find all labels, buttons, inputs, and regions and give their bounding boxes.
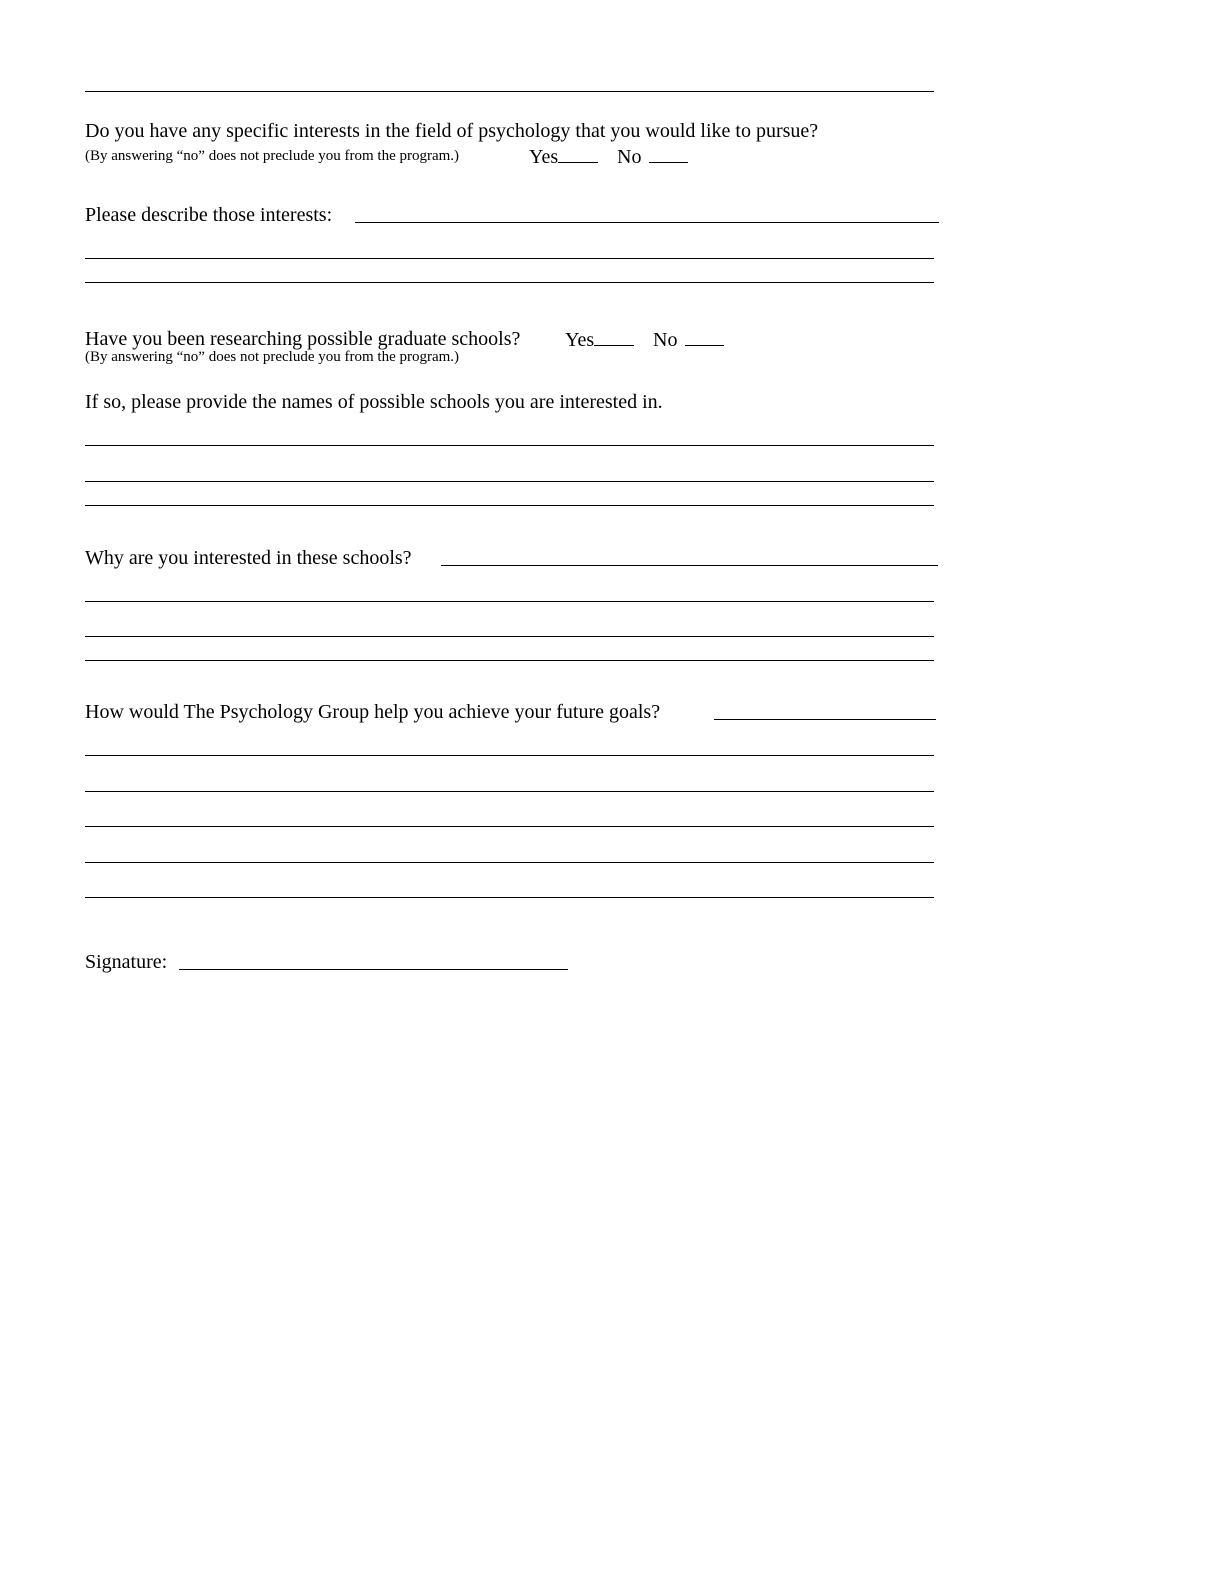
grad-yes-option — [565, 329, 634, 350]
why-schools-line-3[interactable] — [85, 636, 934, 637]
signature-label: Signature: — [85, 951, 168, 973]
yes-label: Yes — [529, 146, 559, 168]
grad-schools-note: (By answering “no” does not preclude you from the program.) — [85, 349, 460, 365]
grad-schools-question: Have you been researching possible graduate schools? — [85, 328, 521, 350]
answer-line[interactable] — [85, 91, 934, 92]
interests-no-blank[interactable] — [649, 146, 688, 163]
future-goals-line-5[interactable] — [85, 862, 934, 863]
interests-no-option — [617, 146, 688, 167]
no-label: No — [653, 329, 678, 351]
yes-label: Yes — [565, 329, 595, 351]
interests-yes-option — [529, 146, 598, 167]
school-names-line-2[interactable] — [85, 481, 934, 482]
grad-no-option — [653, 329, 724, 350]
describe-interests-line-2[interactable] — [85, 258, 934, 259]
interests-note: (By answering “no” does not preclude you from the program.) — [85, 148, 460, 164]
why-schools-label: Why are you interested in these schools? — [85, 547, 412, 569]
interests-question: Do you have any specific interests in the field of psychology that you would like to pursue? — [85, 120, 819, 142]
describe-interests-line-3[interactable] — [85, 282, 934, 283]
no-label: No — [617, 146, 642, 168]
future-goals-line-3[interactable] — [85, 791, 934, 792]
future-goals-line-6[interactable] — [85, 897, 934, 898]
interests-yes-blank[interactable] — [558, 146, 598, 163]
school-names-line-3[interactable] — [85, 505, 934, 506]
why-schools-line-2[interactable] — [85, 601, 934, 602]
school-names-line-1[interactable] — [85, 445, 934, 446]
future-goals-line-2[interactable] — [85, 755, 934, 756]
grad-no-blank[interactable] — [685, 329, 724, 346]
grad-yes-blank[interactable] — [594, 329, 634, 346]
describe-interests-label: Please describe those interests: — [85, 204, 333, 226]
describe-interests-line[interactable] — [355, 222, 939, 223]
why-schools-line-4[interactable] — [85, 660, 934, 661]
future-goals-label: How would The Psychology Group help you achieve your future goals? — [85, 701, 661, 723]
future-goals-line[interactable] — [714, 719, 936, 720]
why-schools-line[interactable] — [441, 565, 938, 566]
school-names-prompt: If so, please provide the names of possible schools you are interested in. — [85, 391, 663, 413]
future-goals-line-4[interactable] — [85, 826, 934, 827]
signature-line[interactable] — [179, 969, 568, 970]
